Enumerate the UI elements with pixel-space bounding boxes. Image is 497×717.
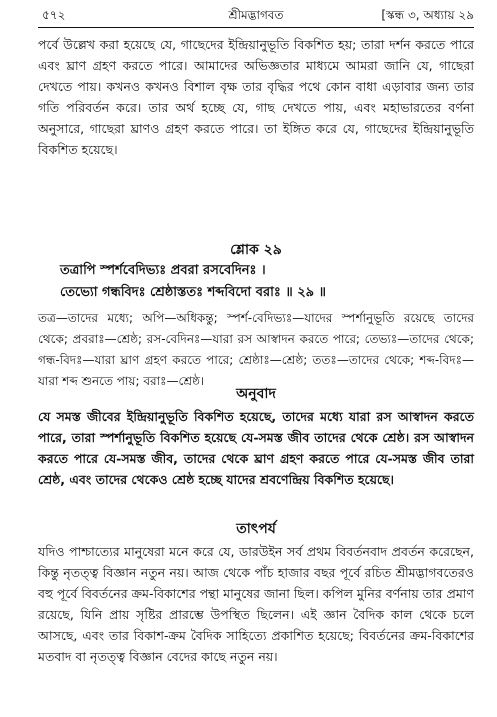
page-number: ৫৭২ [42,8,66,22]
verse-line-2: তেভ্যো গন্ধবিদঃ শ্রেষ্ঠাস্ততঃ শব্দবিদো বরাঃ ॥ ২৯ ॥ [60,285,326,300]
synonyms-paragraph: তত্র—তাদের মধ্যে; অপি—অধিকন্তু; স্পর্শ-বেদিভ্যঃ—যাদের স্পর্শানুভূতি রয়েছে তাদের থেকে; প্রবরাঃ—শ্রেষ্ঠ; রস-বেদিনঃ—যারা রস আস্বাদন করতে পারে; তেভ্যঃ—তাদের থেকে; গন্ধ-বিদঃ—যারা ঘ্রাণ গ্রহণ করতে পারে; শ্রেষ্ঠাঃ—শ্রেষ্ঠ; ততঃ—তাদের থেকে; শব্দ-বিদঃ—যারা শব্দ শুনতে পায়; বরাঃ—শ্রেষ্ঠ। [38,311,474,388]
purport-paragraph: যদিও পাশ্চাত্যের মানুষেরা মনে করে যে, ডারউইন সর্ব প্রথম বিবর্তনবাদ প্রবর্তন করেছেন, কিন্তু নৃতত্ত্ব বিজ্ঞান নতুন নয়। আজ থেকে পাঁচ হাজার বছর পূর্বে রচিত শ্রীমদ্ভাগবতেরও বহু পূর্বে বিবর্তনের ক্রম-বিকাশের পন্থা মানুষের জানা ছিল। কপিল মুনির বর্ণনায় তার প্রমাণ রয়েছে, যিনি প্রায় সৃষ্টির প্রারম্ভে উপস্থিত ছিলেন। এই জ্ঞান বৈদিক কাল থেকে চলে আসছে, এবং তার বিকাশ-ক্রম বৈদিক সাহিত্যে প্রকাশিত হয়েছে; বিবর্তনের ক্রম-বিকাশের মতবাদ বা নৃতত্ত্ব বিজ্ঞান বেদের কাছে নতুন নয়। [38,544,474,664]
verse-line-1: তত্রাপি স্পর্শবেদিভ্যঃ প্রবরা রসবেদিনঃ । [60,263,266,278]
page-header [38,4,474,26]
verse-title: শ্লোক ২৯ [230,242,282,258]
sanskrit-verse [60,260,474,304]
purport-title: তাৎপর্য [236,521,276,537]
translation-title: অনুবাদ [236,386,276,402]
translation-paragraph: যে সমস্ত জীবের ইন্দ্রিয়ানুভূতি বিকশিত হয়েছে, তাদের মধ্যে যারা রস আস্বাদন করতে পারে, তারা স্পর্শানুভূতি বিকশিত হয়েছে যে-সমস্ত জীব তাদের থেকে শ্রেষ্ঠ। রস আস্বাদন করতে পারে যে-সমস্ত জীব, তাদের থেকে ঘ্রাণ গ্রহণ করতে পারে যে-সমস্ত জীব তারা শ্রেষ্ঠ, এবং তাদের থেকেও শ্রেষ্ঠ হচ্ছে যাদের শ্রবণেন্দ্রিয় বিকশিত হয়েছে। [38,409,474,487]
chapter-reference: [স্কন্ধ ৩, অধ্যায় ২৯ [381,8,474,22]
previous-purport-paragraph: পর্বে উল্লেখ করা হয়েছে যে, গাছেদের ইন্দ্রিয়ানুভূতি বিকশিত হয়; তারা দর্শন করতে পারে এবং ঘ্রাণ গ্রহণ করতে পারে। আমাদের অভিজ্ঞতার মাধ্যমে আমরা জানি যে, গাছেরা দেখতে পায়। কখনও কখনও বিশাল বৃক্ষ তার বৃদ্ধির পথে কোন বাধা এড়াবার জন্য তার গতি পরিবর্তন করে। তার অর্থ হচ্ছে যে, গাছ দেখতে পায়, এবং মহাভারতের বর্ণনা অনুসারে, গাছেরা ঘ্রাণও গ্রহণ করতে পারে। তা ইঙ্গিত করে যে, গাছেদের ইন্দ্রিয়ানুভূতি বিকশিত হয়েছে। [38,37,474,157]
book-title: শ্রীমদ্ভাগবত [228,8,284,22]
header-rule [38,27,474,28]
